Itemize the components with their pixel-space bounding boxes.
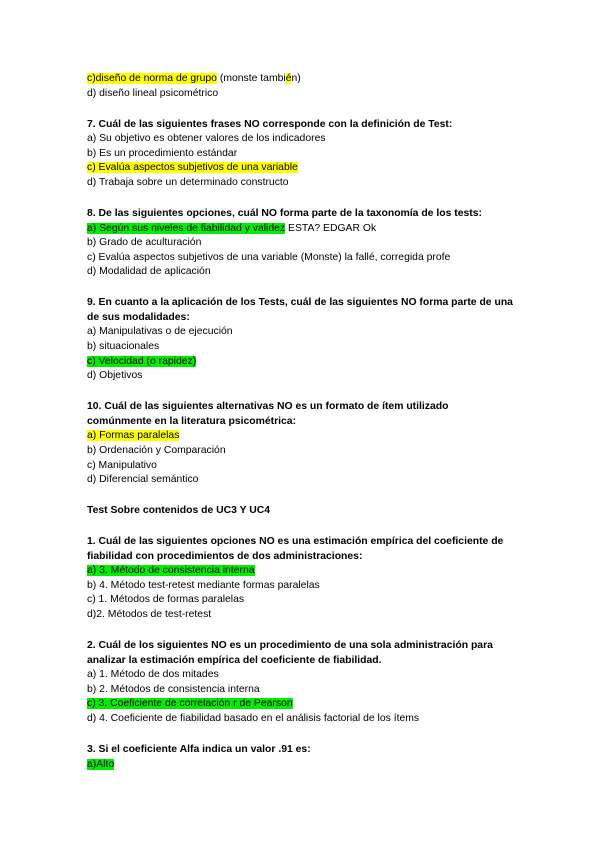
s2-option-c-line xyxy=(87,697,537,712)
q9-option-b: b) situacionales xyxy=(87,341,160,353)
q10-option-d: d) Diferencial semántico xyxy=(87,474,199,486)
question-9-title-line-1: 9. En cuanto a la aplicación de los Tests, cuál de las siguientes NO forma parte de una xyxy=(87,297,513,309)
question-10-title-line-2: comúnmente en la literatura psicométrica: xyxy=(87,415,297,427)
question-8-title: 8. De las siguientes opciones, cuál NO forma parte de la taxonomía de los tests: xyxy=(87,207,482,219)
q8-option-a-line xyxy=(87,222,537,237)
s2-option-c: c) 3. Coeficiente de correlación r de Pearson xyxy=(87,698,293,710)
q10-option-c: c) Manipulativo xyxy=(87,459,157,471)
document-body xyxy=(87,72,537,772)
s1-option-d: d)2. Métodos de test-retest xyxy=(87,609,212,621)
q7-option-a: a) Su objetivo es obtener valores de los indicadores xyxy=(87,133,326,145)
highlighted-char: é xyxy=(285,73,292,84)
s1-title-line-1: 1. Cuál de las siguientes opciones NO es una estimación empírica del coeficiente de xyxy=(87,536,504,548)
q8-option-c: c) Evalúa aspectos subjetivos de una variable (Monste) la fallé, corregida profe xyxy=(87,251,451,263)
question-10-title-line-1: 10. Cuál de las siguientes alternativas NO es un formato de ítem utilizado xyxy=(87,401,449,413)
s2-option-a: a) 1. Método de dos mitades xyxy=(87,669,219,681)
answer-c-line xyxy=(87,72,537,87)
s2-option-b: b) 2. Métodos de consistencia interna xyxy=(87,683,260,695)
s2-option-d: d) 4. Coeficiente de fiabilidad basado en el análisis factorial de los ítems xyxy=(87,713,420,724)
s3-option-a-line xyxy=(87,758,537,773)
s1-option-a: a) 3. Método de consistencia interna xyxy=(87,565,255,577)
q9-option-a: a) Manipulativas o de ejecución xyxy=(87,326,233,338)
q7-option-b: b) Es un procedimiento estándar xyxy=(87,147,238,159)
s1-title-line-2: fiabilidad con procedimientos de dos administraciones: xyxy=(87,550,363,562)
s3-title: 3. Si el coeficiente Alfa indica un valor .91 es: xyxy=(87,743,311,755)
s1-option-c: c) 1. Métodos de formas paralelas xyxy=(87,594,245,606)
q7-option-d: d) Trabaja sobre un determinado constructo xyxy=(87,176,289,188)
q10-option-a: a) Formas paralelas xyxy=(87,430,180,442)
answer-d: d) diseño lineal psicométrico xyxy=(87,87,219,99)
s2-title-line-2: analizar la estimación empírica del coeficiente de fiabilidad. xyxy=(87,654,382,666)
s2-title-line-1: 2. Cuál de los siguientes NO es un procedimiento de una sola administración para xyxy=(87,640,493,652)
s1-option-a-line xyxy=(87,564,537,579)
highlighted-answer: c)diseño de norma de grupo xyxy=(87,73,217,84)
s3-option-a: a)Alto xyxy=(87,758,115,770)
question-7-title: 7. Cuál de las siguientes frases NO corresponde con la definición de Test: xyxy=(87,118,453,130)
q9-option-c: c) Velocidad (o rapidez) xyxy=(87,355,197,367)
question-9-title-line-2: de sus modalidades: xyxy=(87,311,190,323)
q7-option-c-line xyxy=(87,161,537,176)
q8-option-b: b) Grado de aculturación xyxy=(87,237,202,249)
answer-note-end: n) xyxy=(291,73,301,84)
s1-option-b: b) 4. Método test-retest mediante formas paralelas xyxy=(87,579,320,591)
q9-option-c-line xyxy=(87,355,537,370)
q8-option-a-note: ESTA? EDGAR Ok xyxy=(285,222,377,234)
q7-option-c: c) Evalúa aspectos subjetivos de una variable xyxy=(87,162,298,174)
q10-option-b: b) Ordenación y Comparación xyxy=(87,444,226,456)
q9-option-d: d) Objetivos xyxy=(87,370,143,382)
answer-note: (monste tambi xyxy=(216,73,286,84)
q10-option-a-line xyxy=(87,429,537,444)
q8-option-d: d) Modalidad de aplicación xyxy=(87,266,211,278)
section-title: Test Sobre contenidos de UC3 Y UC4 xyxy=(87,505,271,517)
q8-option-a: a) Según sus niveles de fiabilidad y validez xyxy=(87,222,286,234)
